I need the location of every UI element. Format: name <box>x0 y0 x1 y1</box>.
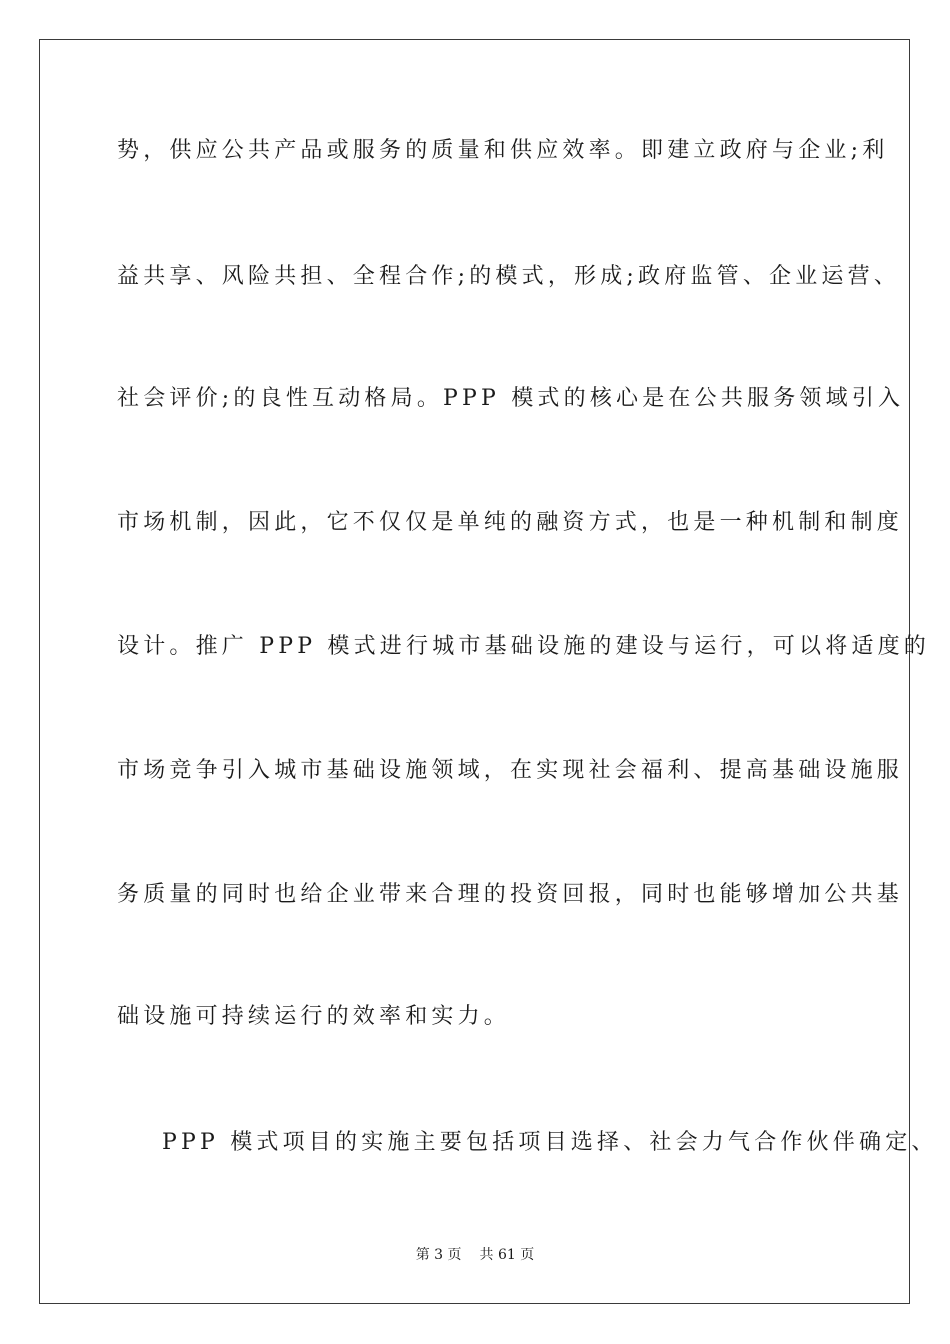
page-total: 共 61 页 <box>479 1247 535 1263</box>
paragraph-line-8: 础设施可持续运行的效率和实力。 <box>117 1004 511 1029</box>
page-number: 第 3 页 <box>415 1247 462 1263</box>
paragraph-line-6: 市场竞争引入城市基础设施领域，在实现社会福利、提高基础设施服 <box>117 758 904 783</box>
paragraph-line-5: 设计。推广 PPP 模式进行城市基础设施的建设与运行，可以将适度的 <box>117 634 930 659</box>
paragraph-line-2: 益共享、风险共担、全程合作;的模式，形成;政府监管、企业运营、 <box>117 264 901 289</box>
paragraph-line-4: 市场机制，因此，它不仅仅是单纯的融资方式，也是一种机制和制度 <box>117 510 904 535</box>
paragraph-line-3: 社会评价;的良性互动格局。PPP 模式的核心是在公共服务领域引入 <box>117 386 905 411</box>
page-border <box>39 39 938 1304</box>
paragraph-line-7: 务质量的同时也给企业带来合理的投资回报，同时也能够增加公共基 <box>117 882 904 907</box>
paragraph-line-1: 势，供应公共产品或服务的质量和供应效率。即建立政府与企业;利 <box>117 138 889 163</box>
page-footer <box>0 1246 950 1264</box>
paragraph-line-9: PPP 模式项目的实施主要包括项目选择、社会力气合作伙伴确定、 <box>162 1130 938 1155</box>
